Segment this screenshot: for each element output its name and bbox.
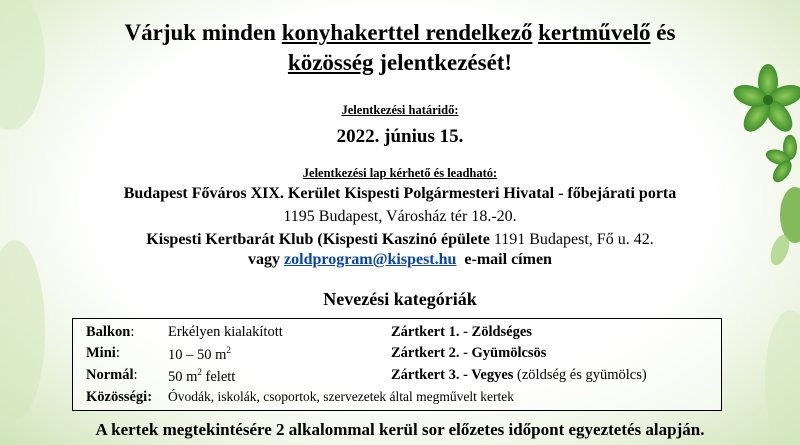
headline-text: és bbox=[650, 20, 676, 45]
category-name: Mini: bbox=[86, 345, 120, 361]
form-label: Jelentkezési lap kérhető és leadható: bbox=[302, 166, 498, 180]
headline-underlined-text: konyhakerttel rendelkező bbox=[281, 20, 533, 45]
category-desc: Erkélyen kialakított bbox=[168, 324, 283, 340]
category-name: Közösségi: bbox=[86, 389, 153, 405]
footer-note: A kertek megtekintésére 2 alkalommal kerül sor előzetes időpont egyeztetés alapján. bbox=[95, 420, 705, 439]
headline-line-1 bbox=[0, 18, 800, 48]
categories-title: Nevezési kategóriák bbox=[323, 289, 477, 309]
headline-text: jelentkezését! bbox=[373, 50, 513, 75]
category-right: Zártkert 2. - Gyümölcsös bbox=[391, 345, 547, 361]
table-row bbox=[73, 324, 721, 344]
category-name: Balkon: bbox=[86, 324, 135, 340]
office-address: 1195 Budapest, Városház tér 18.-20. bbox=[283, 208, 517, 225]
email-link[interactable]: zoldprogram@kispest.hu bbox=[284, 251, 457, 268]
category-right: Zártkert 1. - Zöldséges bbox=[391, 324, 532, 340]
category-desc: 10 – 50 $m^2$ bbox=[168, 345, 231, 363]
table-row bbox=[73, 389, 721, 409]
headline-text: Várjuk minden bbox=[124, 20, 282, 45]
category-desc: Óvodák, iskolák, csoportok, szervezetek által megművelt kertek bbox=[168, 389, 515, 404]
category-desc: 50 $m^2$ felett bbox=[168, 367, 236, 385]
email-line bbox=[0, 249, 800, 270]
table-row bbox=[73, 345, 721, 365]
category-right: Zártkert 3. - Vegyes (zöldség és gyümölcs) bbox=[391, 367, 647, 383]
headline-underlined-text: közösség bbox=[287, 50, 374, 75]
table-row bbox=[73, 367, 721, 387]
email-suffix: e-mail címen bbox=[456, 251, 552, 268]
club-name: Kispesti Kertbarát Klub (Kispesti Kaszinó épülete bbox=[146, 231, 490, 248]
office-name: Budapest Főváros XIX. Kerület Kispesti Polgármesteri Hivatal - főbejárati porta bbox=[123, 185, 677, 202]
email-prefix: vagy bbox=[248, 251, 285, 268]
headline bbox=[0, 18, 800, 78]
deadline-date: 2022. június 15. bbox=[336, 126, 464, 147]
categories-table bbox=[72, 318, 722, 411]
club-address: 1191 Budapest, Fő u. 42. bbox=[489, 231, 654, 248]
category-name: Normál: bbox=[86, 367, 138, 383]
club-line bbox=[0, 229, 800, 250]
headline-underlined-text: kertművelő bbox=[538, 20, 651, 45]
headline-line-2 bbox=[0, 48, 800, 78]
deadline-label: Jelentkezési határidő: bbox=[341, 103, 459, 117]
